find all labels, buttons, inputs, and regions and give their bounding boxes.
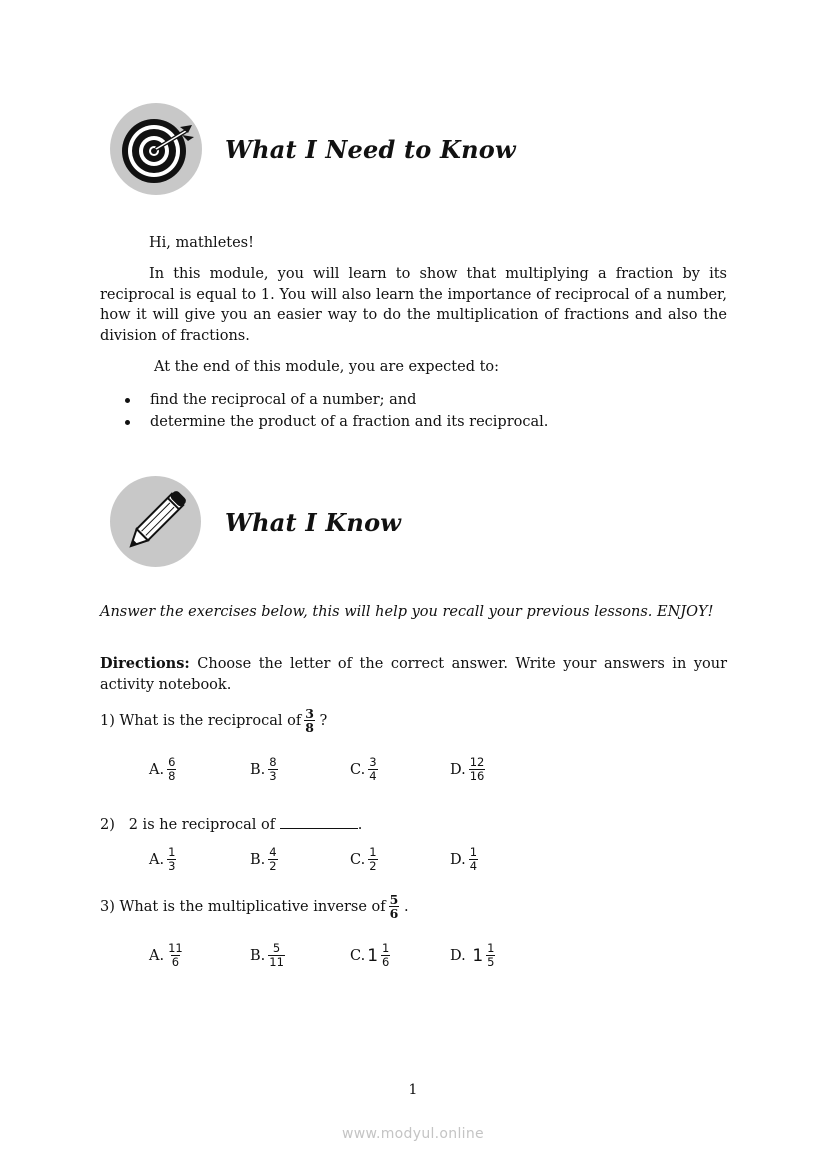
bullet-icon	[125, 420, 130, 425]
q1-option-d[interactable]: D. $\frac{12}{16}$	[450, 755, 485, 783]
greeting: Hi, mathletes!	[149, 235, 254, 251]
question-3: 3) What is the multiplicative inverse of $\frac{5}{6}$ .	[100, 892, 409, 921]
directions-label: Directions:	[100, 655, 190, 672]
question-fraction: $\frac{5}{6}$	[389, 892, 399, 921]
question-1: 1) What is the reciprocal of $\frac{3}{8}$ ?	[100, 706, 328, 735]
section-title-what-i-know: What I Know	[225, 508, 402, 537]
q2-option-d[interactable]: D. $\frac{1}{4}$	[450, 845, 478, 873]
bullet-icon	[125, 398, 130, 403]
section-title-what-i-need-to-know: What I Need to Know	[225, 135, 516, 164]
target-icon-badge	[110, 103, 202, 195]
q3-option-a[interactable]: A. $\frac{11}{6}$	[149, 941, 183, 969]
intro-paragraph: In this module, you will learn to show that multiplying a fraction by its reciprocal is equal to 1. You will also learn the importance of reciprocal of a number, how it will give you an easier way to do the multiplication of fractions and also the division of fractions.	[100, 266, 727, 344]
question-2: 2) 2 is he reciprocal of .	[100, 814, 362, 833]
pencil-icon	[110, 476, 201, 567]
directions-text: Choose the letter of the correct answer. Write your answers in your activity notebook.	[100, 656, 728, 693]
objectives-list	[100, 389, 548, 433]
question-fraction: $\frac{3}{8}$	[305, 706, 314, 735]
pencil-icon-badge	[110, 476, 201, 567]
q3-option-d[interactable]: D. 1 $\frac{1}{5}$	[450, 941, 495, 969]
objective-item: find the reciprocal of a number; and	[100, 389, 548, 411]
expectation-text: At the end of this module, you are expected to:	[154, 359, 500, 375]
q3-option-b[interactable]: B. $\frac{5}{11}$	[250, 941, 284, 969]
q2-option-b[interactable]: B. $\frac{4}{2}$	[250, 845, 277, 873]
q2-option-c[interactable]: C. $\frac{1}{2}$	[350, 845, 377, 873]
watermark: www.modyul.online	[342, 1126, 484, 1142]
answer-blank	[280, 814, 358, 829]
exercise-subtitle: Answer the exercises below, this will help you recall your previous lessons. ENJOY!	[100, 604, 714, 620]
q1-option-a[interactable]: A. $\frac{6}{8}$	[149, 755, 176, 783]
directions	[100, 654, 727, 695]
page-number: 1	[408, 1082, 418, 1098]
q1-option-c[interactable]: C. $\frac{3}{4}$	[350, 755, 377, 783]
q3-option-c[interactable]: C. 1 $\frac{1}{6}$	[350, 941, 390, 969]
q2-option-a[interactable]: A. $\frac{1}{3}$	[149, 845, 176, 873]
target-icon	[110, 103, 202, 195]
q1-option-b[interactable]: B. $\frac{8}{3}$	[250, 755, 277, 783]
objective-item: determine the product of a fraction and its reciprocal.	[100, 411, 548, 433]
